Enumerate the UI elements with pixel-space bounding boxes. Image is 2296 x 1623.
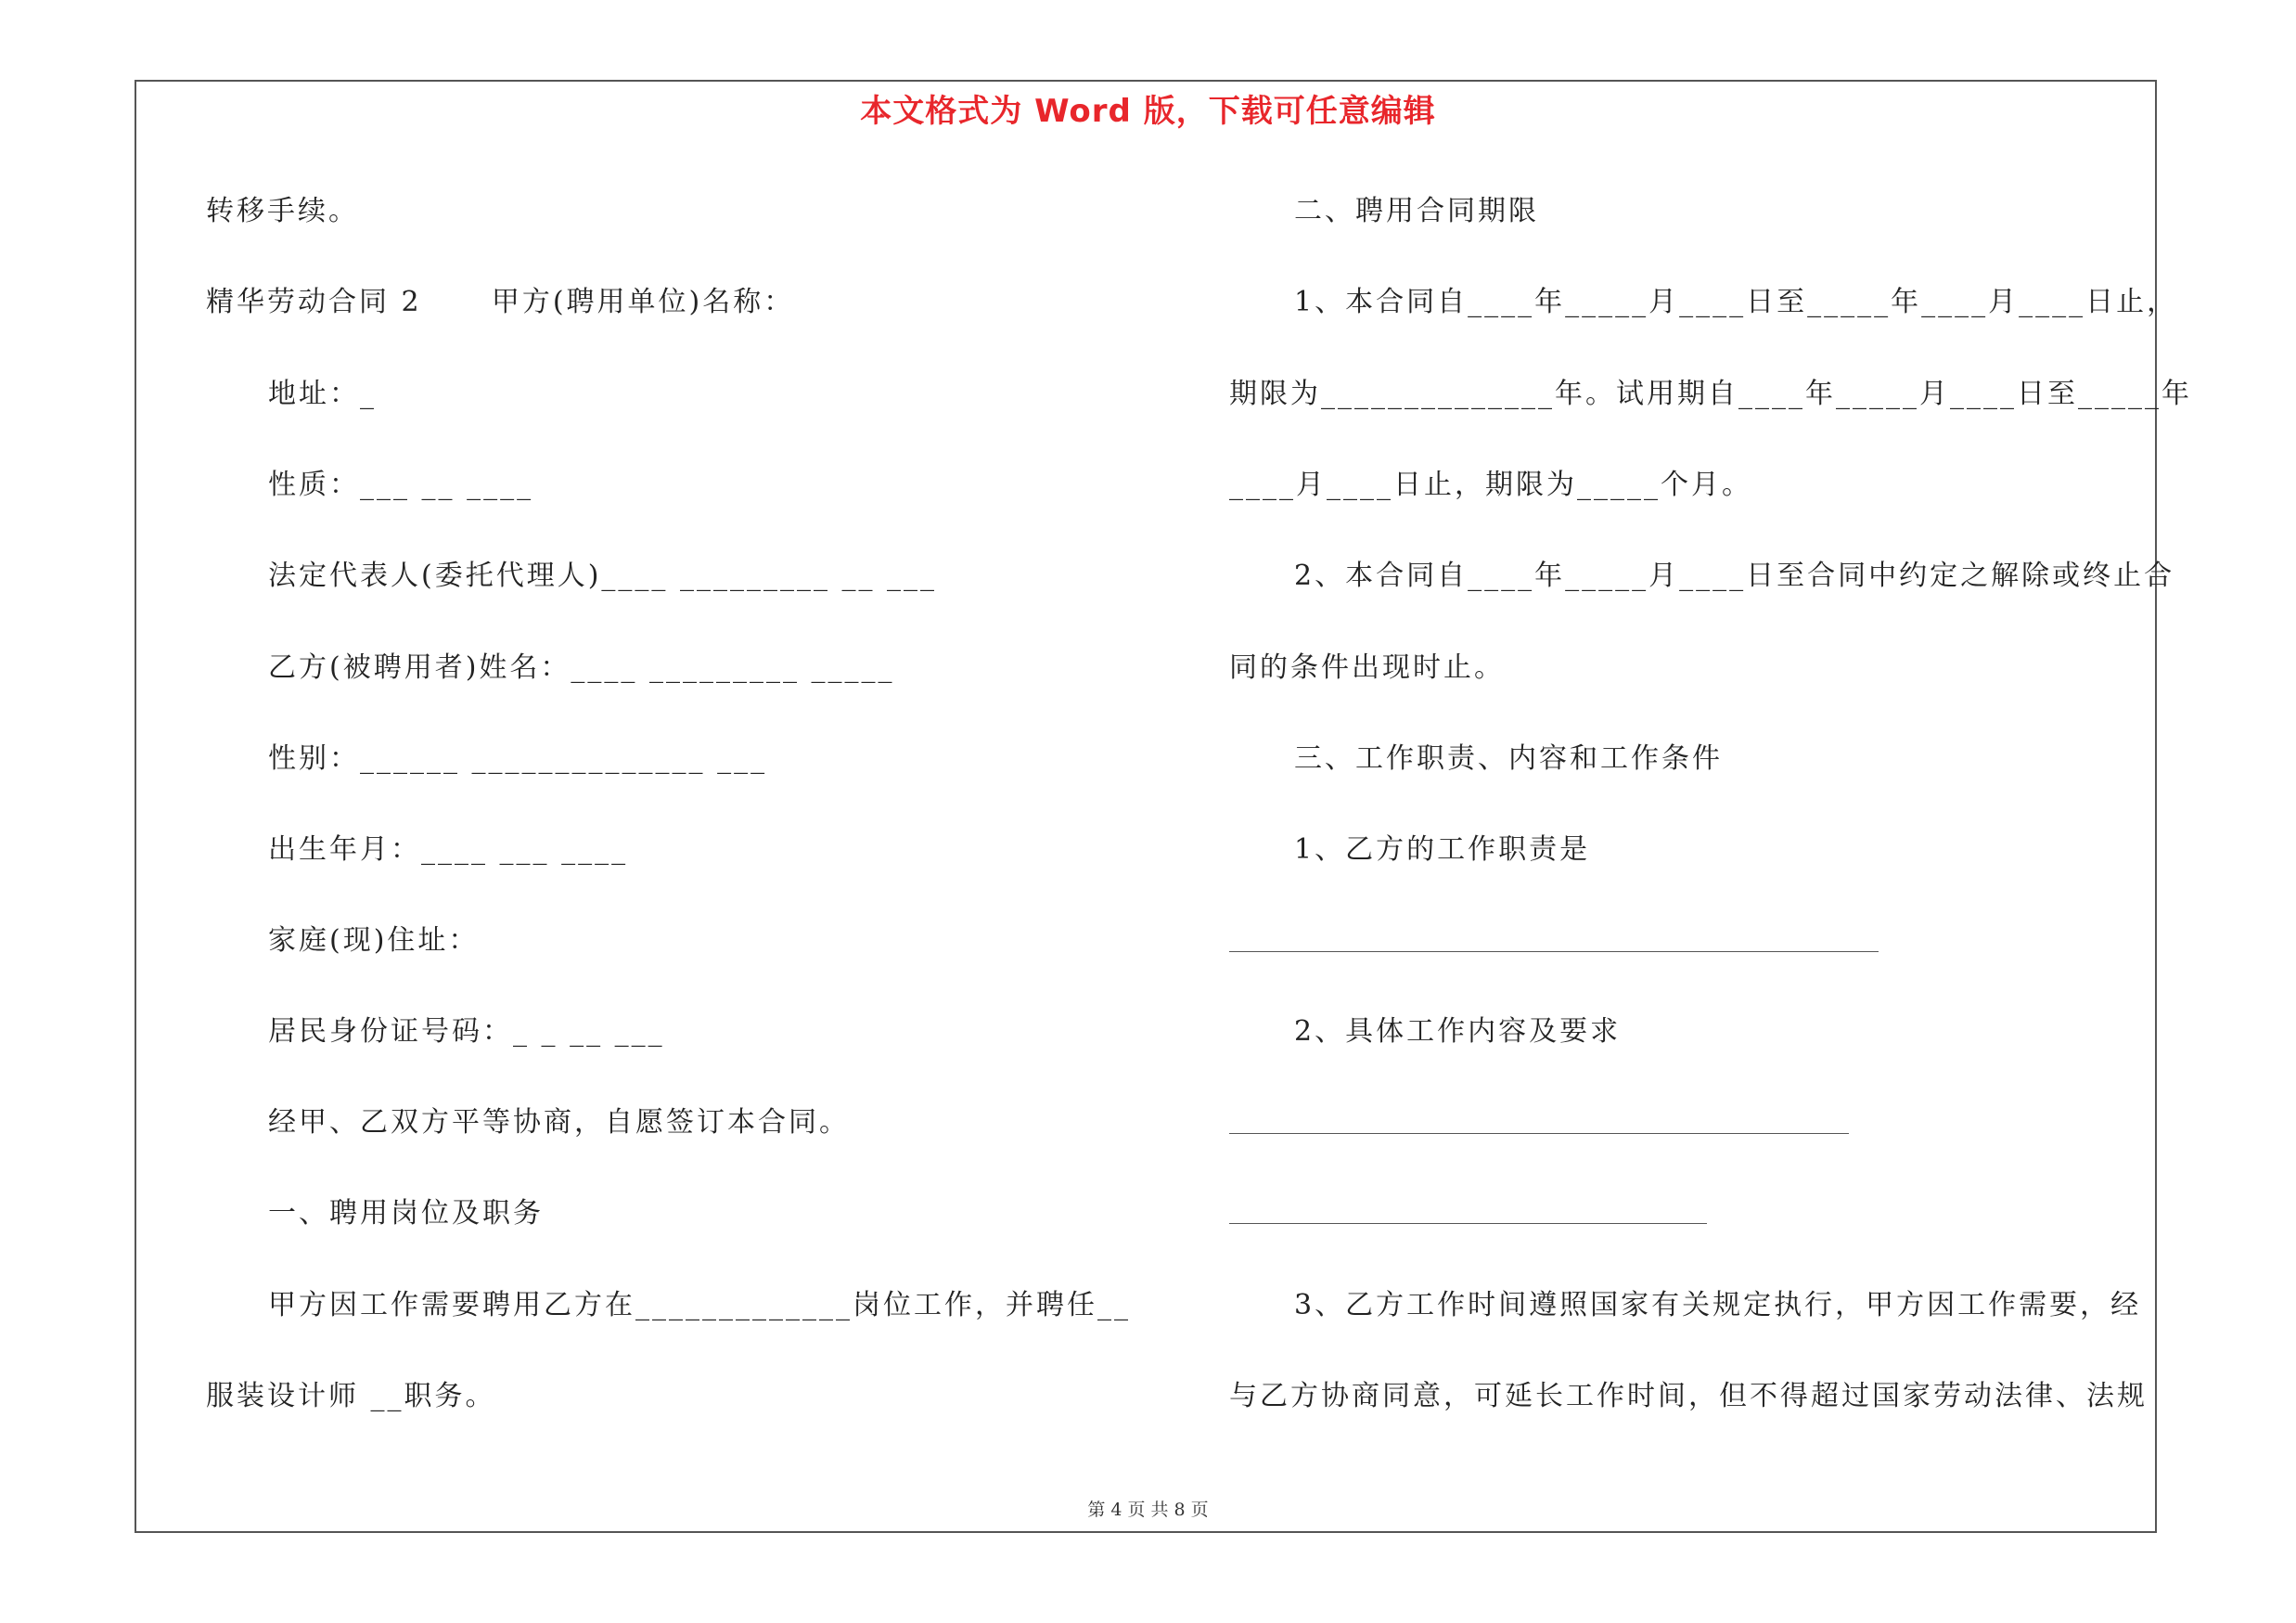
left-line-8: 出生年月：____ ___ ____ <box>268 833 629 866</box>
right-line-6: 同的条件出现时止。 <box>1229 651 1505 684</box>
right-line-8: 1、乙方的工作职责是 <box>1294 833 1591 866</box>
right-line-2: 1、本合同自____年_____月____日至_____年____月____日止， <box>1294 286 2178 318</box>
left-line-4: 性质：___ __ ____ <box>268 469 534 501</box>
right-line-7: 三、工作职责、内容和工作条件 <box>1294 742 1723 775</box>
content-blank-rule-1 <box>1229 1133 1849 1134</box>
left-line-3: 地址：_ <box>268 378 377 410</box>
left-line-2: 精华劳动合同 2 甲方(聘用单位)名称： <box>206 286 795 318</box>
left-line-5: 法定代表人(委托代理人)____ _________ __ ___ <box>268 560 938 592</box>
left-line-1: 转移手续。 <box>206 195 359 227</box>
content-blank-rule-2 <box>1229 1223 1707 1224</box>
right-line-10: 3、乙方工作时间遵照国家有关规定执行，甲方因工作需要，经 <box>1294 1289 2142 1321</box>
right-line-1: 二、聘用合同期限 <box>1294 195 1539 227</box>
right-line-11: 与乙方协商同意，可延长工作时间，但不得超过国家劳动法律、法规 <box>1229 1380 2148 1412</box>
right-line-4: ____月____日止，期限为_____个月。 <box>1229 469 1752 501</box>
left-line-10: 居民身份证号码：_ _ __ ___ <box>268 1015 665 1048</box>
right-line-5: 2、本合同自____年_____月____日至合同中约定之解除或终止合 <box>1294 560 2175 592</box>
right-line-9: 2、具体工作内容及要求 <box>1294 1015 1622 1048</box>
left-line-14: 服装设计师 __职务。 <box>206 1380 496 1412</box>
left-line-11: 经甲、乙双方平等协商，自愿签订本合同。 <box>268 1106 850 1139</box>
left-line-6: 乙方(被聘用者)姓名：____ _________ _____ <box>268 651 895 684</box>
duty-blank-rule <box>1229 951 1879 952</box>
left-line-12: 一、聘用岗位及职务 <box>268 1197 544 1230</box>
format-banner: 本文格式为 Word 版，下载可任意编辑 <box>860 93 1436 130</box>
left-line-9: 家庭(现)住址： <box>268 924 480 957</box>
left-line-7: 性别：______ ______________ ___ <box>268 742 768 775</box>
left-line-13: 甲方因工作需要聘用乙方在_____________岗位工作，并聘任__ <box>268 1289 1131 1321</box>
right-line-3: 期限为______________年。试用期自____年_____月____日至_____年 <box>1229 378 2192 410</box>
page-number-footer: 第 4 页 共 8 页 <box>1087 1500 1209 1520</box>
